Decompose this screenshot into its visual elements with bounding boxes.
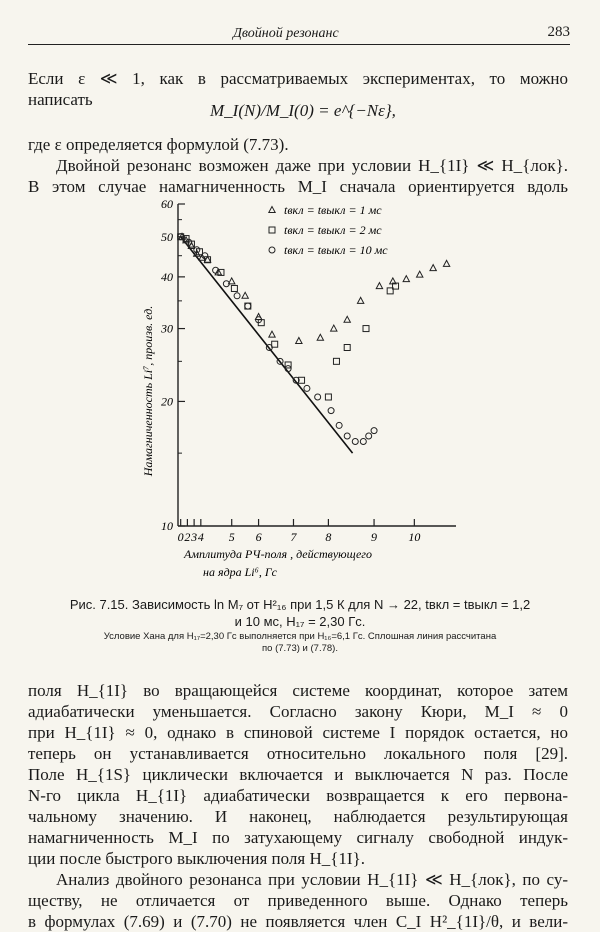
legend-label: tвкл = tвыкл = 1 мс — [284, 203, 382, 217]
data-point-circle — [344, 433, 350, 439]
page-number: 283 — [547, 24, 570, 40]
data-point-triangle — [417, 271, 423, 277]
x-tick-label: 0 — [177, 530, 184, 544]
y-tick-label: 30 — [161, 321, 173, 336]
legend-marker-triangle — [269, 207, 275, 213]
intro-line-5: В этом случае намагниченность M_I сначала ориентируется вдоль — [28, 177, 568, 196]
caption-line-2: и 10 мс, H₁₇ = 2,30 Гс. — [234, 614, 366, 629]
data-point-square — [333, 358, 339, 364]
figure-note — [30, 631, 570, 655]
data-point-circle — [360, 439, 366, 445]
figure-caption — [30, 596, 570, 630]
body-line-1: поля H_{1I} во вращающейся системе координат, которое затем — [28, 681, 568, 700]
x-axis-label-line-1: Амплитуда РЧ-поля , действующего — [184, 547, 372, 561]
note-line-1: Условие Хана для H₁₇=2,30 Гс выполняется при H₁₆=6,1 Гс. Сплошная линия рассчитана — [103, 631, 497, 642]
body-line-4: теперь он устанавливается относительно локального поля [29]. — [28, 744, 568, 763]
data-point-triangle — [376, 283, 382, 289]
data-point-triangle — [269, 331, 275, 337]
data-point-circle — [328, 408, 334, 414]
data-point-triangle — [296, 337, 302, 343]
body-line-3: при H_{1I} ≈ 0, однако в спиновой системе I порядок остается, но — [28, 723, 568, 742]
body-line-9: ции после быстрого выключения поля H_{1I}. — [28, 849, 365, 868]
y-tick-label: 60 — [161, 197, 173, 211]
formula-magnetization-decay: M_I(N)/M_I(0) = e^{−Nε}, — [210, 101, 396, 120]
x-tick-label: 2 — [184, 530, 191, 544]
data-point-square — [344, 345, 350, 351]
intro-line-2: написать — [28, 90, 93, 109]
body-line-5: Поле H_{1S} циклически включается и выключается N раз. После — [28, 765, 568, 784]
data-point-circle — [352, 439, 358, 445]
y-tick-label: 50 — [161, 229, 173, 244]
data-point-circle — [245, 303, 251, 309]
data-point-circle — [366, 433, 372, 439]
data-point-circle — [371, 428, 377, 434]
data-point-triangle — [331, 325, 337, 331]
chart-marks — [178, 233, 450, 453]
legend-marker-square — [269, 227, 275, 233]
body-line-8: намагниченность M_I по затухающему сигналу свободной индук- — [28, 828, 568, 847]
y-tick-label: 20 — [161, 394, 173, 409]
data-point-triangle — [344, 316, 350, 322]
body-line-6: N-го цикла H_{1I} адиабатически возвращается к его первона- — [28, 786, 568, 805]
intro-line-1: Если ε ≪ 1, как в рассматриваемых экспериментах, то можно — [28, 69, 568, 88]
x-tick-label: 8 — [325, 530, 332, 544]
x-tick-label: 6 — [255, 530, 262, 544]
data-point-triangle — [317, 334, 323, 340]
data-point-triangle — [357, 297, 363, 303]
data-point-circle — [315, 394, 321, 400]
y-axis-label: Намагниченность Li⁷, произв. ед. — [141, 305, 155, 477]
body-line-10: Анализ двойного резонанса при условии H_{1I} ≪ H_{лок}, по су- — [56, 870, 568, 889]
body-paragraph — [28, 680, 568, 932]
page-header — [28, 14, 570, 45]
x-tick-label: 4 — [197, 530, 204, 544]
y-tick-label: 40 — [161, 269, 173, 284]
data-point-triangle — [403, 276, 409, 282]
data-point-triangle — [430, 265, 436, 271]
data-point-square — [363, 326, 369, 332]
x-tick-label: 10 — [408, 530, 421, 544]
x-tick-label: 9 — [371, 530, 378, 544]
body-line-12: в формулах (7.69) и (7.70) не появляется член C_I H²_{1I}/θ, и вели- — [28, 912, 568, 931]
intro-line-3: где ε определяется формулой (7.73). — [28, 135, 289, 154]
chart-legend — [269, 203, 388, 257]
body-line-2: адиабатически уменьшается. Согласно закону Кюри, M_I ≈ 0 — [28, 702, 568, 721]
running-title: Двойной резонанс — [233, 26, 339, 41]
body-line-11: ществу, не отличается от приведенного выше. Однако теперь — [28, 891, 568, 910]
caption-line-1: Рис. 7.15. Зависимость ln M₇ от H²₁₆ при 1,5 К для N → 22, tвкл = tвыкл = 1,2 — [69, 597, 531, 612]
legend-label: tвкл = tвыкл = 10 мс — [284, 243, 388, 257]
data-point-circle — [234, 293, 240, 299]
x-tick-label: 3 — [191, 530, 198, 544]
data-point-triangle — [242, 292, 248, 298]
x-tick-label: 5 — [228, 530, 235, 544]
legend-label: tвкл = tвыкл = 2 мс — [284, 223, 382, 237]
y-tick-label: 10 — [161, 519, 173, 533]
data-point-circle — [336, 422, 342, 428]
body-line-7: чальному значению. И наконец, наблюдается результирующая — [28, 807, 568, 826]
legend-marker-circle — [269, 247, 275, 253]
theory-line — [181, 237, 353, 453]
data-point-triangle — [443, 260, 449, 266]
data-point-square — [325, 394, 331, 400]
data-point-circle — [304, 385, 310, 391]
x-tick-label: 7 — [290, 530, 297, 544]
data-point-square — [231, 285, 237, 291]
intro-continuation — [28, 134, 568, 197]
figure-7-15-chart — [130, 196, 470, 588]
intro-line-4: Двойной резонанс возможен даже при условии H_{1I} ≪ H_{лок}. — [56, 156, 568, 175]
x-axis-label-line-2: на ядра Li⁶, Гс — [203, 565, 277, 579]
note-line-2: по (7.73) и (7.78). — [262, 643, 338, 654]
